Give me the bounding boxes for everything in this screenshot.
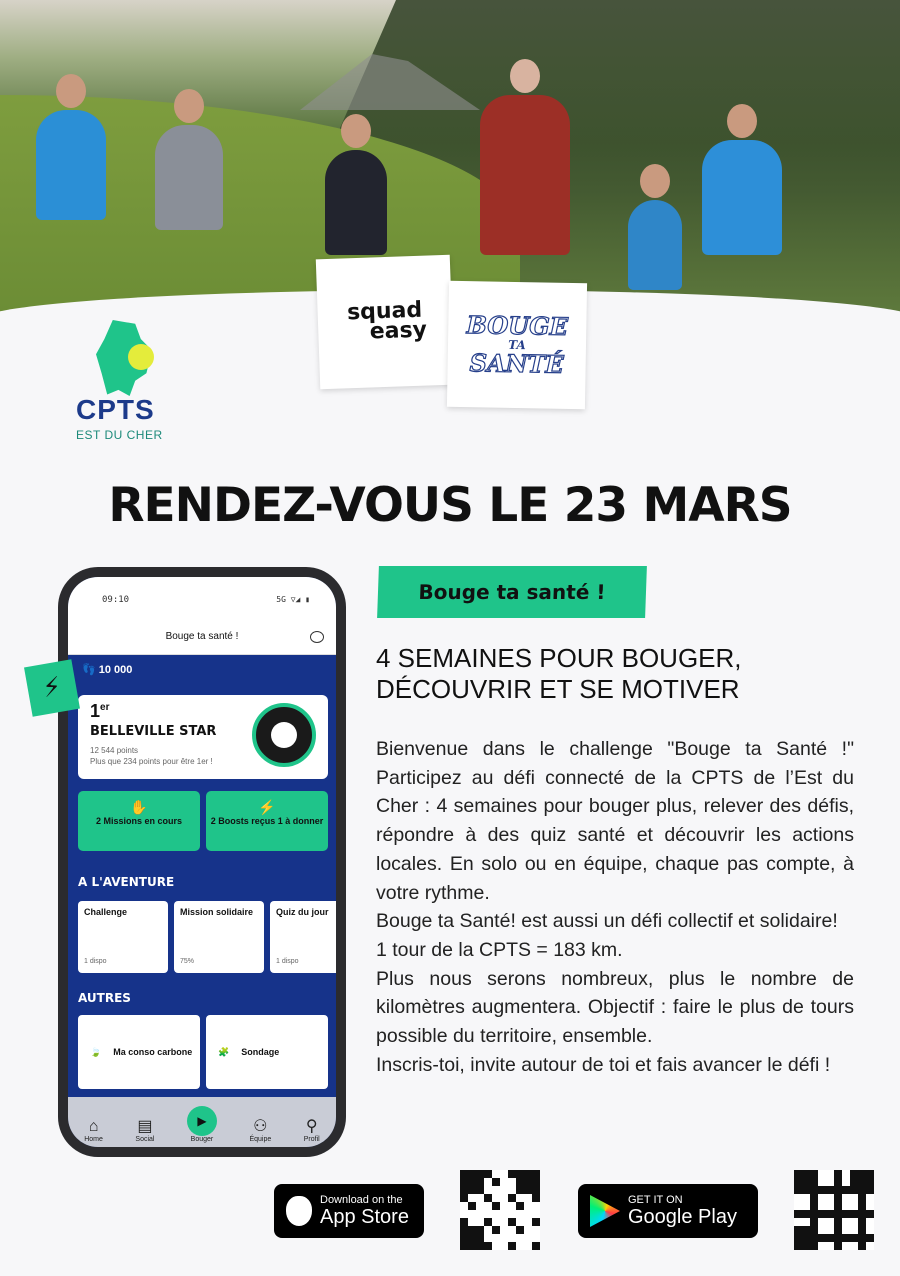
- status-time: 09:10: [102, 595, 130, 605]
- bolt-icon: ⚡: [24, 659, 80, 717]
- paragraph: 1 tour de la CPTS = 183 km.: [376, 938, 623, 961]
- google-play-icon: [590, 1195, 620, 1227]
- tag-bouge-ta-sante: Bouge ta santé !: [377, 566, 647, 618]
- tile-title: Challenge: [84, 907, 128, 917]
- chat-icon[interactable]: [310, 631, 324, 643]
- rank-note: Plus que 234 points pour être 1er !: [90, 757, 213, 766]
- apple-icon: [286, 1196, 312, 1226]
- social-icon: ▤: [137, 1118, 153, 1135]
- home-icon: ⌂: [88, 1118, 99, 1135]
- ranking-card[interactable]: [78, 695, 328, 779]
- app-store-big: App Store: [320, 1206, 409, 1228]
- paragraph: Bienvenue dans le challenge "Bouge ta Santé !" Participez au défi connecté de la CPTS de l’Est du Cher : 4 semaines pour bouger plus, relever des défis, répondre à des quiz santé et découvrir les actions locales. En solo ou en équipe, chaque pas compte, à votre rythme.: [376, 738, 854, 904]
- puzzle-icon: 🧩: [218, 1046, 230, 1057]
- status-icons: 5G ▽◢ ▮: [276, 595, 310, 604]
- sun-icon: [128, 344, 154, 370]
- subheadline: 4 SEMAINES POUR BOUGER, DÉCOUVRIR ET SE MOTIVER: [376, 643, 742, 704]
- cpts-logo: [72, 316, 182, 446]
- app-header: [68, 623, 336, 655]
- tile-detail: 1 dispo: [84, 958, 107, 965]
- tile-title: Quiz du jour: [276, 907, 329, 917]
- tile-mission-solidaire[interactable]: [174, 901, 264, 973]
- headline: RENDEZ-VOUS LE 23 MARS: [108, 478, 792, 533]
- paragraph: Bouge ta Santé! est aussi un défi collectif et solidaire!: [376, 910, 838, 933]
- tab-equipe[interactable]: ⚇ Équipe: [249, 1118, 272, 1143]
- points-value: 10 000: [98, 664, 133, 676]
- ta-word: TA: [508, 337, 526, 353]
- app-store-small: Download on the: [320, 1194, 403, 1206]
- bouge-word: BOUGE: [466, 310, 569, 341]
- hand-icon: ✋: [130, 799, 148, 815]
- sante-word: SANTÉ: [469, 348, 564, 379]
- paragraph: Inscris-toi, invite autour de toi et fais avancer le défi !: [376, 1053, 831, 1076]
- bouge-ta-sante-logo: [447, 281, 587, 409]
- tab-home[interactable]: ⌂ Home: [84, 1118, 103, 1143]
- easy-word: easy: [369, 317, 428, 345]
- tile-label: Ma conso carbone: [113, 1046, 193, 1057]
- phone-mockup: [40, 567, 346, 1157]
- tab-profil[interactable]: ⚲ Profil: [303, 1118, 320, 1143]
- boosts-label: 2 Boosts reçus 1 à donner: [210, 816, 324, 826]
- footsteps-icon: 👣: [82, 664, 96, 676]
- cpts-subtitle: EST DU CHER: [76, 428, 163, 442]
- squad-easy-logo: [316, 255, 454, 390]
- squad-word: squad: [346, 297, 423, 326]
- app-store-button[interactable]: [274, 1184, 424, 1238]
- missions-button[interactable]: [78, 791, 200, 851]
- phone-screen: [68, 577, 336, 1147]
- tile-challenge[interactable]: [78, 901, 168, 973]
- leaf-icon: 🍃: [90, 1046, 102, 1057]
- section-autres: AUTRES: [78, 991, 131, 1005]
- body-text: [376, 735, 854, 1079]
- runner-4: [480, 95, 570, 255]
- google-play-button[interactable]: [578, 1184, 758, 1238]
- tile-title: Mission solidaire: [180, 907, 254, 917]
- play-icon: ▶: [187, 1106, 217, 1136]
- boosts-button[interactable]: [206, 791, 328, 851]
- runner-3: [325, 150, 387, 255]
- tile-label: Sondage: [241, 1046, 280, 1057]
- cpts-name: CPTS: [76, 394, 155, 425]
- team-name: BELLEVILLE STAR: [90, 724, 217, 739]
- tile-conso-carbone[interactable]: [78, 1015, 200, 1089]
- runner-2: [155, 125, 223, 230]
- missions-label: 2 Missions en cours: [95, 816, 183, 826]
- tile-detail: 75%: [180, 958, 195, 965]
- tile-detail: 1 dispo: [276, 958, 299, 965]
- tab-bar: [68, 1097, 336, 1147]
- team-badge-icon: [252, 703, 316, 767]
- rank-position: 1er: [90, 701, 110, 721]
- boost-icon: ⚡: [258, 799, 276, 815]
- team-icon: ⚇: [253, 1118, 268, 1135]
- points-counter: [68, 655, 336, 687]
- app-title: Bouge ta santé !: [165, 631, 239, 642]
- paragraph: Plus nous serons nombreux, plus le nombre de kilomètres augmentera. Objectif : faire le plus de tours possible du territoire, ensemble.: [376, 967, 854, 1048]
- qr-code-ios-icon[interactable]: [460, 1170, 540, 1250]
- section-aventure: A L'AVENTURE: [78, 875, 175, 889]
- tab-bouger[interactable]: ▶ Bouger: [187, 1106, 217, 1143]
- tab-social[interactable]: ▤ Social: [135, 1118, 155, 1143]
- runner-1: [36, 110, 106, 220]
- google-play-small: GET IT ON: [628, 1194, 683, 1206]
- runner-6: [702, 140, 782, 255]
- qr-code-android-icon[interactable]: [794, 1170, 874, 1250]
- status-bar: [68, 577, 336, 623]
- google-play-big: Google Play: [628, 1206, 737, 1228]
- runner-5: [628, 200, 682, 290]
- tile-quiz[interactable]: [270, 901, 336, 973]
- profile-icon: ⚲: [305, 1118, 318, 1135]
- tile-sondage[interactable]: [206, 1015, 328, 1089]
- rank-points: 12 544 points: [90, 746, 139, 755]
